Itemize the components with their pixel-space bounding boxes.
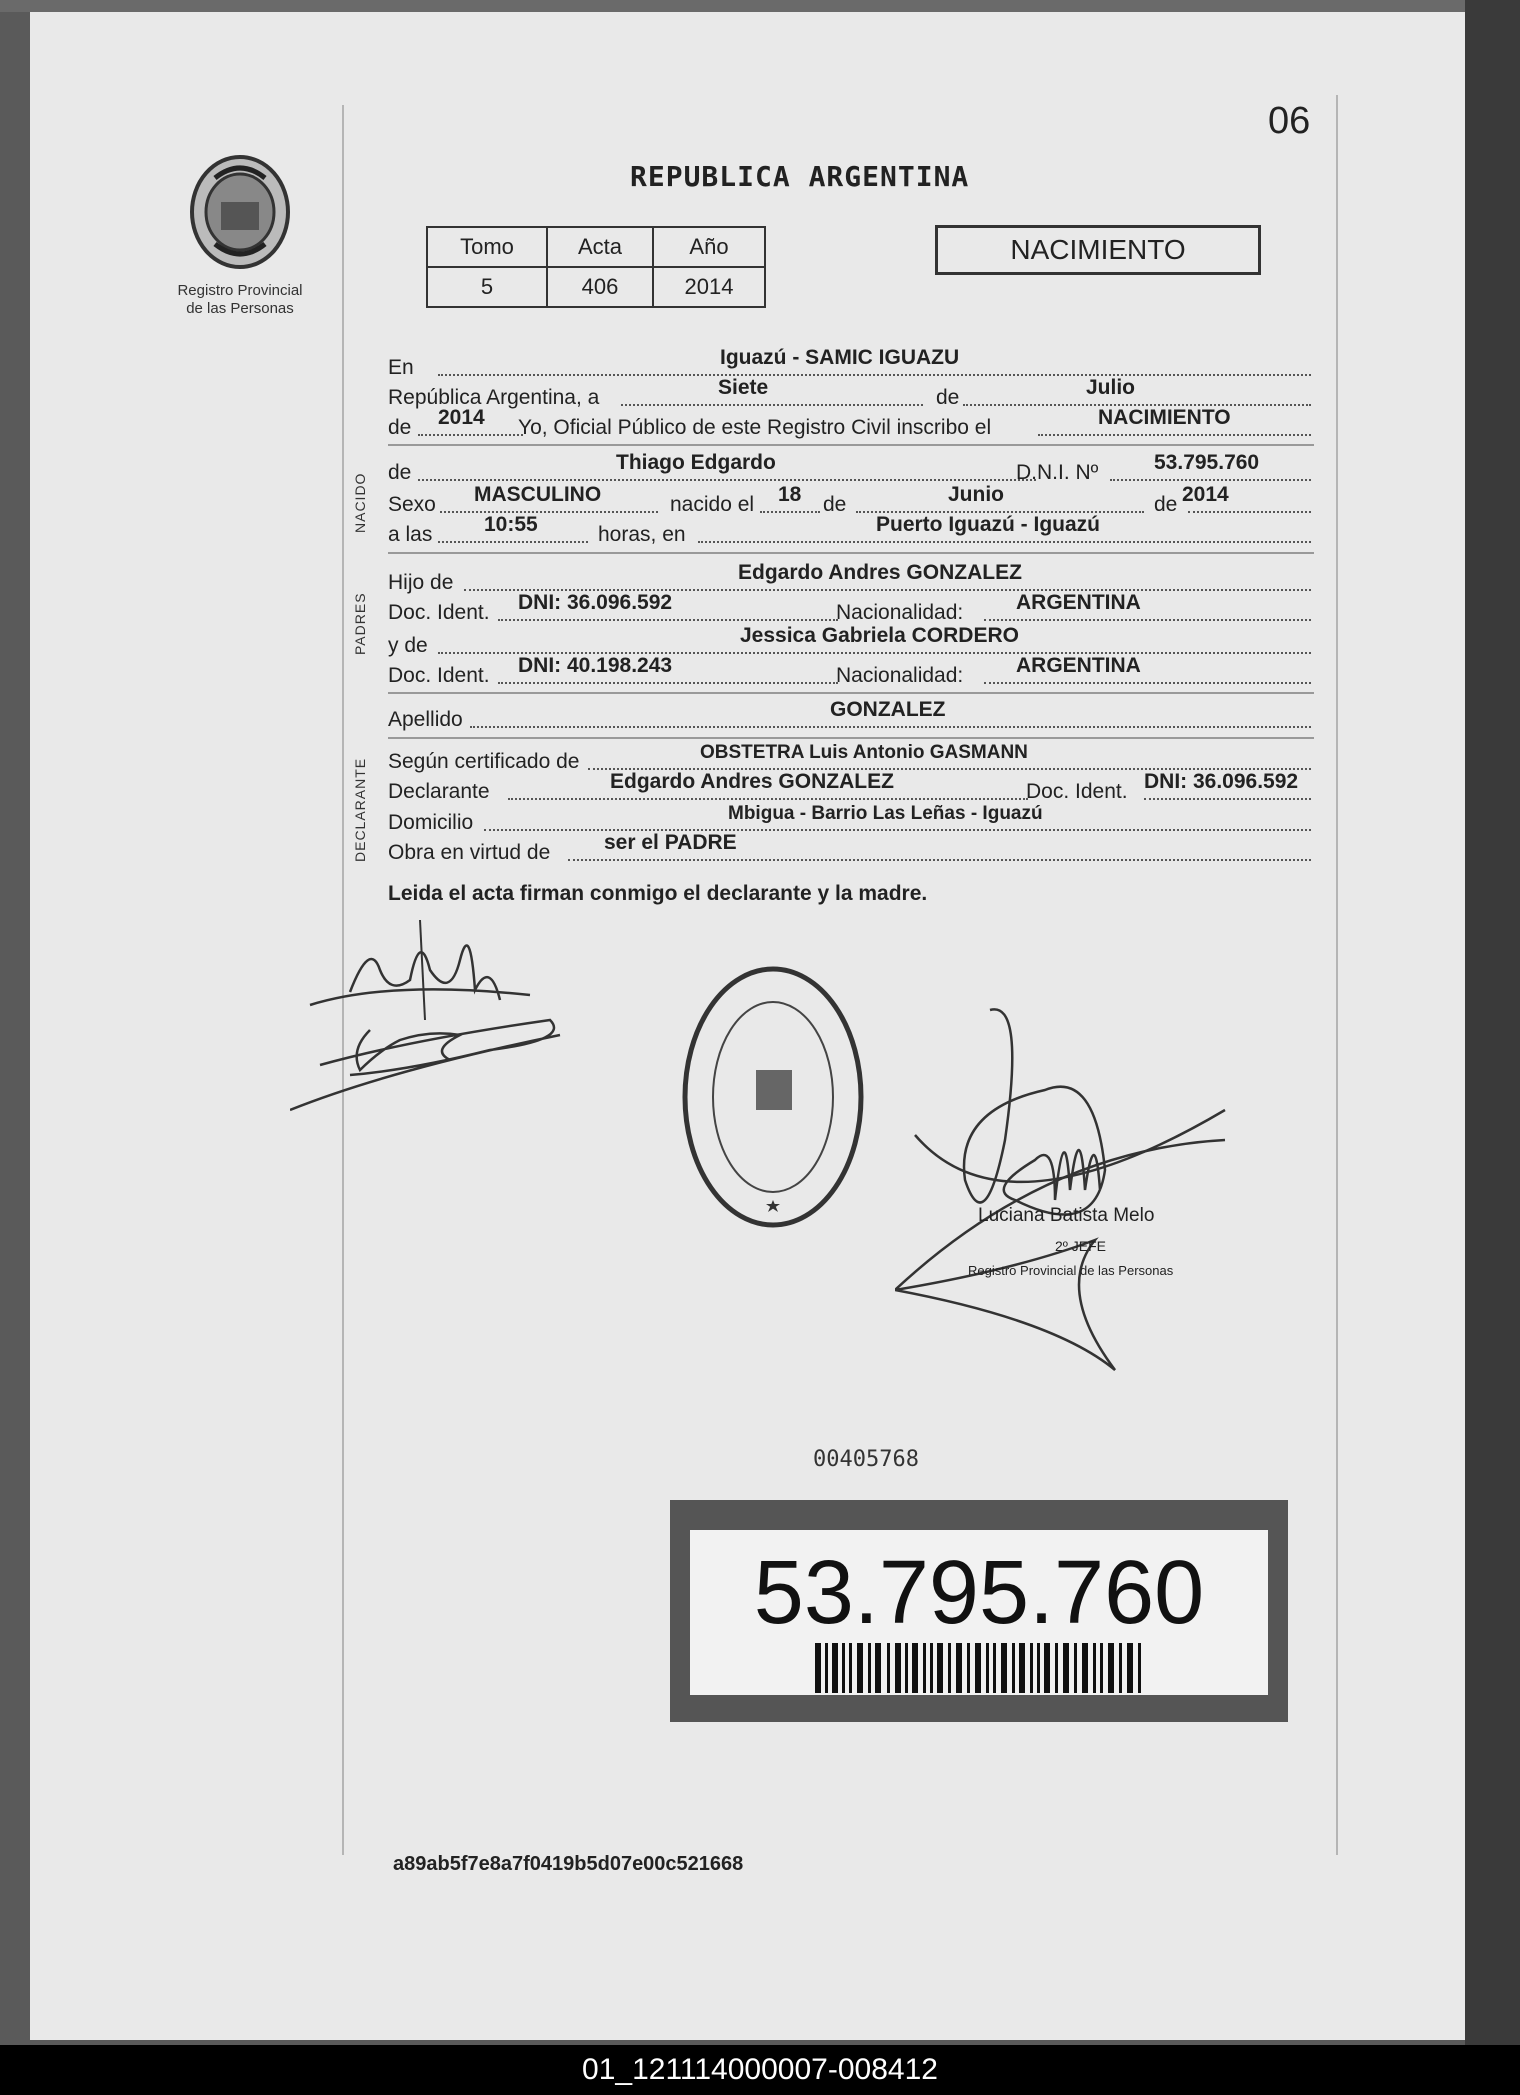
issuer-caption-line2: de las Personas	[186, 300, 294, 317]
serial-number: 00405768	[813, 1447, 919, 1472]
record-value-anio: 2014	[653, 267, 765, 307]
record-type-box: NACIMIENTO	[935, 225, 1261, 275]
label-de-dia-mes: de	[823, 493, 847, 516]
value-madre-nacionalidad: ARGENTINA	[1016, 654, 1141, 677]
value-obra-en-virtud: ser el PADRE	[604, 831, 737, 854]
section-label-padres: PADRES	[352, 592, 368, 655]
value-certificado: OBSTETRA Luis Antonio GASMANN	[700, 742, 1028, 763]
province-seal-logo	[185, 152, 295, 277]
label-nacionalidad-padre: Nacionalidad:	[836, 601, 964, 624]
label-segun-certificado: Según certificado de	[388, 750, 580, 773]
record-header-tomo: Tomo	[427, 227, 547, 267]
value-dia-texto: Siete	[718, 376, 769, 399]
record-value-tomo: 5	[427, 267, 547, 307]
issuer-caption	[165, 282, 315, 318]
dni-sticker	[670, 1500, 1288, 1722]
record-table	[426, 226, 766, 308]
value-padre-nacionalidad: ARGENTINA	[1016, 591, 1141, 614]
label-de-mes: de	[936, 386, 960, 409]
official-office: Registro Provincial de las Personas	[968, 1263, 1174, 1278]
record-header-acta: Acta	[547, 227, 653, 267]
label-a-las: a las	[388, 523, 433, 546]
sticker-number: 53.795.760	[753, 1543, 1205, 1643]
value-padre-nombre: Edgardo Andres GONZALEZ	[738, 561, 1022, 584]
issuer-caption-line1: Registro Provincial	[177, 282, 303, 299]
scan-footer-id: 01_121114000007-008412	[0, 2045, 1520, 2095]
value-tipo-inscripcion: NACIMIENTO	[1098, 406, 1231, 429]
row-domicilio	[388, 805, 1313, 835]
label-republica: República Argentina, a	[388, 386, 600, 409]
value-sexo: MASCULINO	[474, 483, 602, 506]
label-y-de: y de	[388, 634, 428, 657]
value-declarante-nombre: Edgardo Andres GONZALEZ	[610, 770, 894, 793]
record-value-acta: 406	[547, 267, 653, 307]
label-yo-oficial: Yo, Oficial Público de este Registro Civil inscribo el	[518, 416, 992, 439]
record-header-anio: Año	[653, 227, 765, 267]
official-signature	[895, 990, 1235, 1380]
label-de-anio: de	[388, 416, 412, 439]
page-number: 06	[1268, 100, 1311, 142]
reading-statement: Leida el acta firman conmigo el declarante y la madre.	[388, 882, 928, 905]
declarant-signature	[290, 900, 580, 1120]
separator-2	[388, 552, 1314, 554]
official-role: 2º JEFE	[1055, 1238, 1107, 1254]
label-de-mes-anio: de	[1154, 493, 1178, 516]
row-hora-lugar	[388, 513, 1313, 547]
label-nacionalidad-madre: Nacionalidad:	[836, 664, 964, 687]
value-padre-doc: DNI: 36.096.592	[518, 591, 673, 614]
value-anio-inscripcion: 2014	[438, 406, 485, 429]
row-madre-doc	[388, 654, 1313, 688]
label-obra-en-virtud: Obra en virtud de	[388, 841, 551, 864]
label-apellido: Apellido	[388, 708, 463, 731]
value-nacimiento-mes: Junio	[948, 483, 1004, 506]
label-sexo: Sexo	[388, 493, 436, 516]
separator-3	[388, 692, 1314, 694]
value-hora: 10:55	[484, 513, 538, 536]
value-domicilio: Mbigua - Barrio Las Leñas - Iguazú	[728, 803, 1043, 824]
scan-top-edge	[0, 0, 1520, 12]
official-name: Luciana Batista Melo	[978, 1205, 1155, 1226]
separator-1	[388, 444, 1314, 446]
label-dni: D.N.I. Nº	[1016, 461, 1099, 484]
row-declarante	[388, 770, 1313, 804]
value-nacimiento-dia: 18	[778, 483, 802, 506]
label-nacido-el: nacido el	[670, 493, 755, 516]
value-nacimiento-anio: 2014	[1182, 483, 1229, 506]
label-hijo-de: Hijo de	[388, 571, 454, 594]
row-padre-doc	[388, 591, 1313, 625]
barcode	[815, 1643, 1145, 1693]
label-declarante: Declarante	[388, 780, 490, 803]
label-de-nombre: de	[388, 461, 412, 484]
right-margin-line	[1336, 95, 1338, 1855]
label-en: En	[388, 356, 414, 379]
label-domicilio: Domicilio	[388, 811, 474, 834]
value-madre-doc: DNI: 40.198.243	[518, 654, 673, 677]
label-doc-ident-declarante: Doc. Ident.	[1026, 780, 1128, 803]
value-madre-nombre: Jessica Gabriela CORDERO	[740, 624, 1019, 647]
row-apellido	[388, 698, 1313, 732]
separator-4	[388, 737, 1314, 739]
dni-sticker-inner	[690, 1530, 1268, 1695]
label-doc-ident-padre: Doc. Ident.	[388, 601, 490, 624]
scan-right-edge	[1465, 0, 1520, 2045]
value-lugar-nacimiento: Puerto Iguazú - Iguazú	[876, 513, 1100, 536]
row-nombre	[388, 451, 1313, 485]
label-horas-en: horas, en	[598, 523, 686, 546]
row-inscripcion	[388, 406, 1313, 440]
label-doc-ident-madre: Doc. Ident.	[388, 664, 490, 687]
row-obra-en-virtud	[388, 831, 1313, 865]
value-dni: 53.795.760	[1154, 451, 1260, 474]
value-apellido: GONZALEZ	[830, 698, 946, 721]
value-declarante-doc: DNI: 36.096.592	[1144, 770, 1299, 793]
row-lugar	[388, 346, 1313, 380]
registry-stamp	[678, 962, 868, 1232]
document-title: REPUBLICA ARGENTINA	[630, 160, 970, 193]
document-hash: a89ab5f7e8a7f0419b5d07e00c521668	[393, 1853, 744, 1875]
section-label-declarante: DECLARANTE	[352, 757, 368, 862]
value-mes-texto: Julio	[1086, 376, 1136, 399]
value-lugar: Iguazú - SAMIC IGUAZU	[720, 346, 960, 369]
value-nombre: Thiago Edgardo	[616, 451, 776, 474]
section-label-nacido: NACIDO	[352, 472, 368, 533]
stamp-text	[678, 962, 679, 963]
